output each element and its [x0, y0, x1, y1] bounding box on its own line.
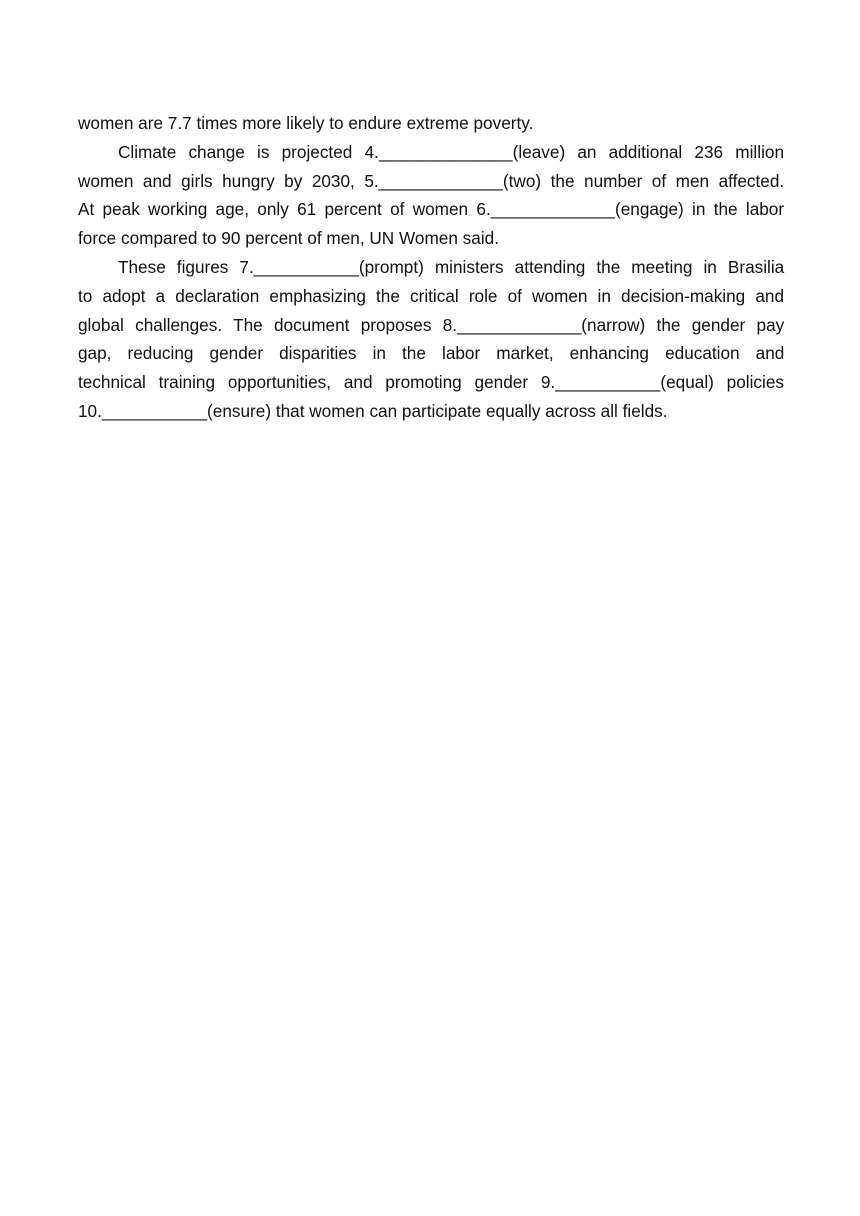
passage-line-11: 10.___________(ensure) that women can participate equally across all fields. [78, 400, 668, 421]
passage-line-10: technical training opportunities, and promoting gender 9.___________(equal) policies [78, 372, 784, 393]
passage-line-3: women and girls hungry by 2030, 5._____________(two) the number of men affected. [78, 170, 785, 191]
passage-line-7: to adopt a declaration emphasizing the critical role of women in decision-making and [78, 285, 785, 306]
passage-line-1: women are 7.7 times more likely to endure extreme poverty. [78, 113, 534, 133]
passage-line-2: Climate change is projected 4.______________(leave) an additional 236 million [118, 141, 784, 162]
passage-line-9: gap, reducing gender disparities in the labor market, enhancing education and [78, 343, 785, 364]
passage-line-6: These figures 7.___________(prompt) ministers attending the meeting in Brasilia [118, 256, 785, 277]
passage-line-5: force compared to 90 percent of men, UN Women said. [78, 228, 499, 249]
passage-line-4: At peak working age, only 61 percent of women 6._____________(engage) in the labor [78, 199, 785, 220]
passage-text [78, 109, 784, 426]
passage-line-8: global challenges. The document proposes 8._____________(narrow) the gender pay [78, 314, 785, 335]
